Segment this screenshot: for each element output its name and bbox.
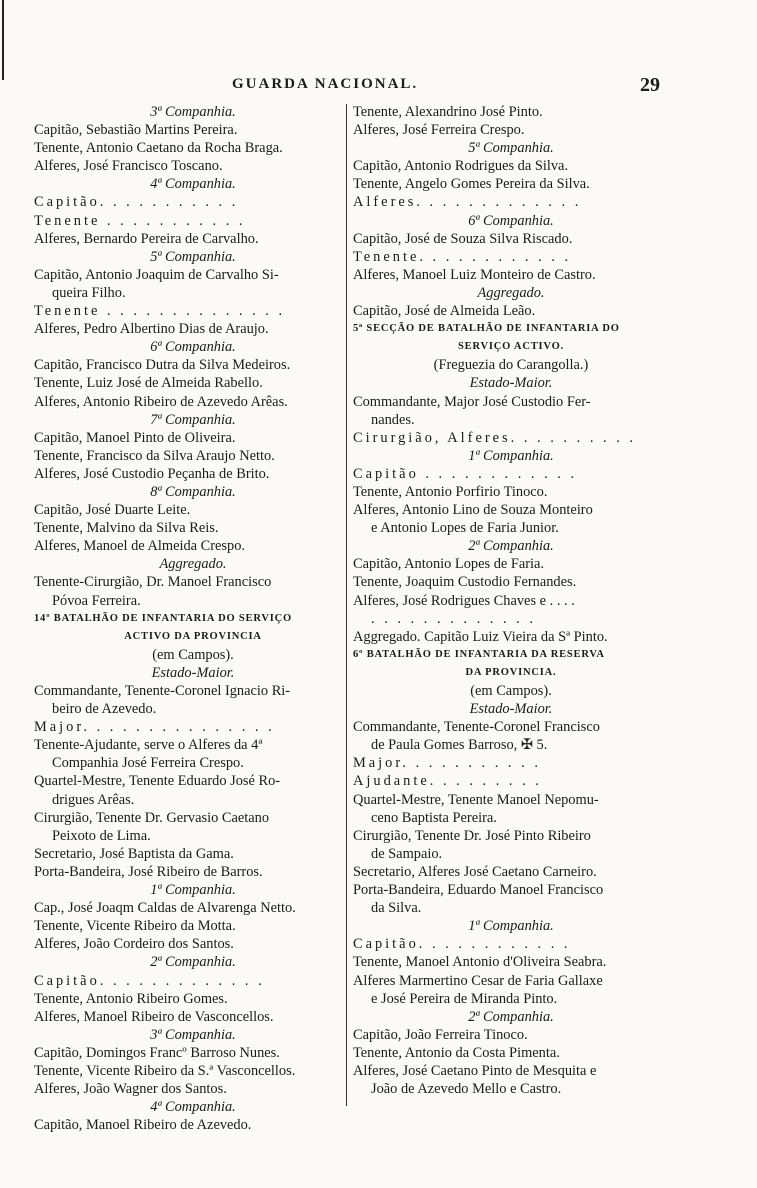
roster-line: Alferes, Antonio Ribeiro de Azevedo Arêas. xyxy=(34,393,288,410)
roster-line: Capitão, Domingos Francº Barroso Nunes. xyxy=(34,1044,280,1061)
roster-line: queira Filho. xyxy=(52,284,126,301)
roster-line: Tenente, Alexandrino José Pinto. xyxy=(353,104,543,120)
section-heading: 5ª Companhia. xyxy=(150,248,236,265)
roster-line: Alferes, José Francisco Toscano. xyxy=(34,158,223,175)
roster-line: Capitão. . . . . . . . . . . . . xyxy=(34,972,265,989)
roster-line: Capitão, Antonio Rodrigues da Silva. xyxy=(353,158,569,175)
roster-line: Capitão, José de Almeida Leão. xyxy=(353,303,536,320)
roster-line: beiro de Azevedo. xyxy=(52,701,157,718)
roster-line: Tenente-Cirurgião, Dr. Manoel Francisco xyxy=(34,574,272,591)
column-divider xyxy=(346,104,347,1106)
roster-line: Tenente . . . . . . . . . . . xyxy=(34,212,246,229)
section-heading: 4ª Companhia. xyxy=(150,1099,236,1116)
roster-line: da Silva. xyxy=(371,900,422,917)
section-heading: 1ª Companhia. xyxy=(468,918,554,935)
roster-line: Capitão, Manoel Pinto de Oliveira. xyxy=(34,429,236,446)
battalion-heading: (em Campos). xyxy=(470,683,552,699)
roster-line: Tenente-Ajudante, serve o Alferes da 4ª xyxy=(34,737,263,754)
section-heading: 2ª Companhia. xyxy=(150,954,236,971)
roster-line: Capitão, Sebastião Martins Pereira. xyxy=(34,122,238,139)
section-heading: 3ª Companhia. xyxy=(150,104,236,120)
roster-line: Alferes, Manoel de Almeida Crespo. xyxy=(34,538,246,555)
roster-line: Porta-Bandeira, Eduardo Manoel Francisco xyxy=(353,882,604,899)
roster-line: Porta-Bandeira, José Ribeiro de Barros. xyxy=(34,863,263,880)
roster-line: Alferes, Manoel Luiz Monteiro de Castro. xyxy=(353,266,596,283)
roster-line: Secretario, José Baptista da Gama. xyxy=(34,845,234,862)
roster-line: Tenente, Joaquim Custodio Fernandes. xyxy=(353,574,577,591)
roster-line: Capitão, Antonio Lopes de Faria. xyxy=(353,556,545,573)
roster-line: Alferes, José Rodrigues Chaves e . . . . xyxy=(353,592,575,609)
section-heading: Estado-Maior. xyxy=(469,701,553,718)
section-heading: 6ª Companhia. xyxy=(468,212,554,229)
roster-line: Companhia José Ferreira Crespo. xyxy=(52,755,244,772)
section-heading: 2ª Companhia. xyxy=(468,1008,554,1025)
section-heading: 6ª Companhia. xyxy=(150,339,236,356)
roster-line: Capitão . . . . . . . . . . . . xyxy=(353,465,578,482)
roster-line: Ajudante. . . . . . . . . xyxy=(353,773,542,790)
roster-line: Alferes, João Wagner dos Santos. xyxy=(34,1081,227,1098)
roster-line: Tenente, Antonio Caetano da Rocha Braga. xyxy=(34,140,283,157)
roster-line: Tenente, Vicente Ribeiro da S.ª Vasconcellos. xyxy=(34,1062,296,1079)
roster-line: Tenente . . . . . . . . . . . . . . xyxy=(34,303,286,320)
roster-line: Alferes, Antonio Lino de Souza Monteiro xyxy=(353,502,593,519)
roster-line: Aggregado. Capitão Luiz Vieira da Sª Pinto. xyxy=(353,628,608,645)
roster-line: Tenente, Vicente Ribeiro da Motta. xyxy=(34,918,236,935)
roster-line: Tenente, Manoel Antonio d'Oliveira Seabra. xyxy=(353,954,607,971)
section-heading: 7ª Companhia. xyxy=(150,411,236,428)
roster-line: Tenente, Antonio Porfirio Tinoco. xyxy=(353,483,548,500)
roster-line: Commandante, Tenente-Coronel Francisco xyxy=(353,719,600,736)
section-heading: Estado-Maior. xyxy=(151,664,235,681)
roster-line: Tenente, Angelo Gomes Pereira da Silva. xyxy=(353,176,590,193)
roster-line: Capitão. . . . . . . . . . . xyxy=(34,194,239,211)
roster-line: Peixoto de Lima. xyxy=(52,827,151,844)
roster-line: Alferes. . . . . . . . . . . . . xyxy=(353,194,582,211)
roster-line: Commandante, Major José Custodio Fer- xyxy=(353,393,591,410)
roster-line: Quartel-Mestre, Tenente Eduardo José Ro- xyxy=(34,773,281,790)
roster-line: Tenente, Antonio Ribeiro Gomes. xyxy=(34,990,228,1007)
roster-line: Alferes, Pedro Albertino Dias de Araujo. xyxy=(34,321,269,338)
left-column xyxy=(34,103,352,1134)
battalion-heading: 5ª SECÇÃO DE BATALHÃO DE INFANTARIA DO xyxy=(353,323,620,335)
battalion-heading: (em Campos). xyxy=(152,646,234,663)
roster-line: Póvoa Ferreira. xyxy=(52,592,141,609)
roster-line: Tenente, Malvino da Silva Reis. xyxy=(34,520,219,537)
roster-line: Quartel-Mestre, Tenente Manoel Nepomu- xyxy=(353,791,599,808)
battalion-heading: SERVIÇO ACTIVO. xyxy=(458,341,564,353)
roster-line: e Antonio Lopes de Faria Junior. xyxy=(371,520,559,537)
roster-line: Capitão, João Ferreira Tinoco. xyxy=(353,1026,528,1043)
roster-line: Cirurgião, Alferes. . . . . . . . . . xyxy=(353,429,636,446)
roster-line: Alferes, José Caetano Pinto de Mesquita e xyxy=(353,1062,597,1079)
roster-line: Tenente. . . . . . . . . . . . xyxy=(353,248,572,265)
section-heading: 5ª Companhia. xyxy=(468,140,554,157)
section-heading: 4ª Companhia. xyxy=(150,176,236,193)
roster-line: Cirurgião, Tenente Dr. Gervasio Caetano xyxy=(34,809,270,826)
page-header xyxy=(0,76,757,102)
right-column xyxy=(353,103,669,1098)
roster-line: de Paula Gomes Barroso, ✠ 5. xyxy=(371,737,548,754)
roster-line: Tenente, Antonio da Costa Pimenta. xyxy=(353,1044,560,1061)
roster-line: João de Azevedo Mello e Castro. xyxy=(371,1081,562,1098)
roster-line: Secretario, Alferes José Caetano Carneiro. xyxy=(353,863,597,880)
roster-line: nandes. xyxy=(371,411,415,428)
roster-line: de Sampaio. xyxy=(371,845,443,862)
section-heading: 1ª Companhia. xyxy=(468,447,554,464)
section-heading: 8ª Companhia. xyxy=(150,483,236,500)
roster-line: Capitão, José de Souza Silva Riscado. xyxy=(353,230,573,247)
roster-line: Major. . . . . . . . . . . . . . . xyxy=(34,719,275,736)
battalion-heading: (Freguezia do Carangolla.) xyxy=(433,357,589,374)
section-heading: 3ª Companhia. xyxy=(150,1026,236,1043)
running-title: GUARDA NACIONAL. xyxy=(232,76,419,92)
roster-line: Capitão, José Duarte Leite. xyxy=(34,502,191,519)
section-heading: 1ª Companhia. xyxy=(150,882,236,899)
binding-rule xyxy=(2,0,4,80)
section-heading: Estado-Maior. xyxy=(469,375,553,392)
page-number: 29 xyxy=(640,74,660,96)
battalion-heading: 6º BATALHÃO DE INFANTARIA DA RESERVA xyxy=(353,648,605,660)
roster-line: ceno Baptista Pereira. xyxy=(371,809,497,826)
roster-line: Major. . . . . . . . . . . xyxy=(353,755,541,772)
section-heading: Aggregado. xyxy=(477,284,545,301)
roster-line: e José Pereira de Miranda Pinto. xyxy=(371,990,558,1007)
roster-line: Tenente, Francisco da Silva Araujo Netto. xyxy=(34,447,275,464)
battalion-heading: 14º BATALHÃO DE INFANTARIA DO SERVIÇO xyxy=(34,612,292,624)
roster-line: Alferes, Bernardo Pereira de Carvalho. xyxy=(34,230,259,247)
roster-line: Cirurgião, Tenente Dr. José Pinto Ribeiro xyxy=(353,827,591,844)
roster-line: Alferes, João Cordeiro dos Santos. xyxy=(34,936,234,953)
roster-line: Tenente, Luiz José de Almeida Rabello. xyxy=(34,375,263,392)
roster-line: Capitão, Antonio Joaquim de Carvalho Si- xyxy=(34,266,279,283)
roster-line: Capitão, Francisco Dutra da Silva Medeiros. xyxy=(34,357,291,374)
battalion-heading: ACTIVO DA PROVINCIA xyxy=(124,630,262,642)
roster-line: Cap., José Joaqm Caldas de Alvarenga Netto. xyxy=(34,900,296,917)
roster-line: Alferes Marmertino Cesar de Faria Gallaxe xyxy=(353,972,603,989)
roster-line: Commandante, Tenente-Coronel Ignacio Ri- xyxy=(34,683,291,699)
roster-line: drigues Arêas. xyxy=(52,791,135,808)
section-heading: Aggregado. xyxy=(159,556,227,573)
roster-line: Alferes, Manoel Ribeiro de Vasconcellos. xyxy=(34,1008,274,1025)
roster-line: Alferes, José Custodio Peçanha de Brito. xyxy=(34,465,270,482)
roster-line: Capitão. . . . . . . . . . . . xyxy=(353,936,571,953)
section-heading: 2ª Companhia. xyxy=(468,538,554,555)
roster-line: Alferes, José Ferreira Crespo. xyxy=(353,122,525,139)
battalion-heading: DA PROVINCIA. xyxy=(465,666,557,678)
roster-line: Capitão, Manoel Ribeiro de Azevedo. xyxy=(34,1117,252,1134)
roster-line: . . . . . . . . . . . . . xyxy=(371,610,536,627)
